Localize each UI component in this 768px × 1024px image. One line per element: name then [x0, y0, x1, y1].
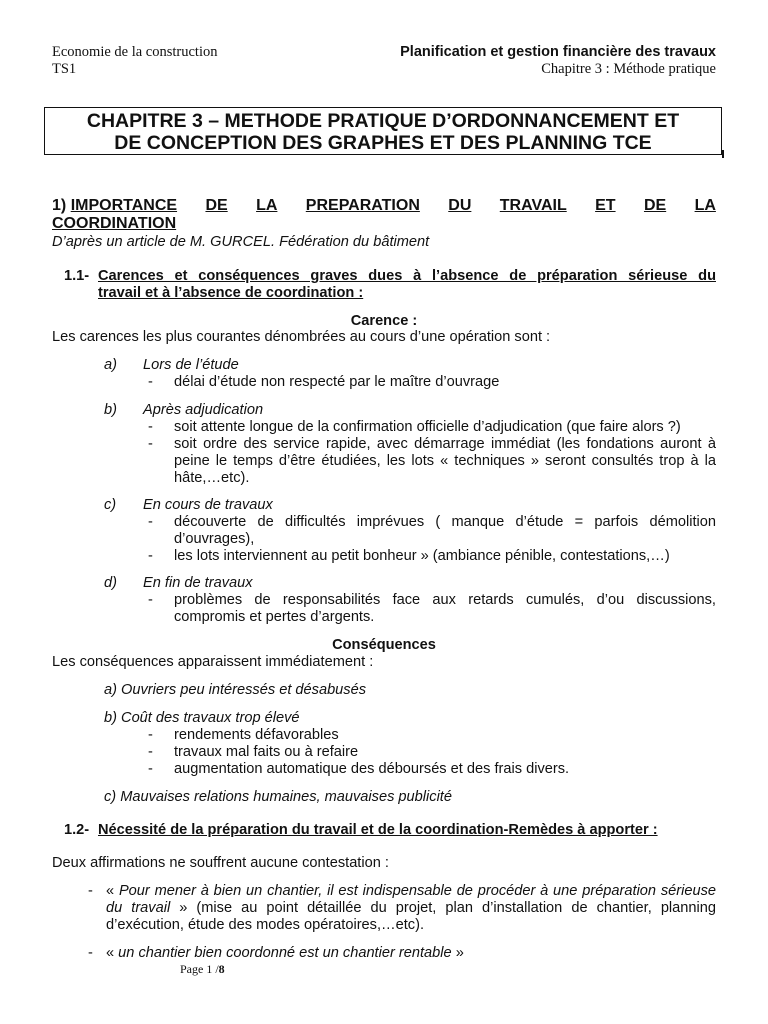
section-1-title-part: 1) IMPORTANCE [52, 197, 178, 214]
consequences-intro: Les conséquences apparaissent immédiatement : [52, 654, 374, 670]
section-1-2-heading: 1.2- Nécessité de la préparation du travail et de la coordination-Remèdes à apporter : [64, 822, 658, 838]
header-course: Economie de la construction [52, 44, 218, 60]
consequence-b-bullet-3: - augmentation automatique des déboursés et des frais divers. [148, 761, 570, 777]
carence-item-a: a) Lors de l’étude [104, 357, 239, 373]
consequence-b-bullet-2: - travaux mal faits ou à refaire [148, 744, 359, 760]
carence-d-bullet-1: - problèmes de responsabilités face aux retards cumulés, d’ou discussions, compromis et pertes d’argents. [148, 592, 716, 625]
affirmation-1: - « Pour mener à bien un chantier, il est indispensable de procéder à une préparation sérieuse du travail » (mise au point détaillée du projet, plan d’installation de chantier, planning d’exécution, étude des modes opératoires,…etc). [88, 883, 717, 933]
consequences-heading: Conséquences [332, 637, 436, 653]
carence-intro: Les carences les plus courantes dénombrées au cours d’une opération sont : [52, 329, 551, 345]
section-1-source: D’après un article de M. GURCEL. Fédération du bâtiment [52, 234, 430, 250]
carence-b-bullet-1: - soit attente longue de la confirmation officielle d’adjudication (que faire alors ?) [148, 419, 681, 435]
carence-c-bullet-2: - les lots interviennent au petit bonheur » (ambiance pénible, contestations,…) [148, 548, 670, 564]
section-1-heading: 1) IMPORTANCE DE LA PREPARATION DU TRAVAIL ET DE LA COORDINATION [52, 197, 716, 232]
header-subject: Planification et gestion financière des travaux [400, 44, 716, 60]
affirmations-intro: Deux affirmations ne souffrent aucune contestation : [52, 855, 389, 871]
carence-item-d: d) En fin de travaux [104, 575, 253, 591]
chapter-title-line2: DE CONCEPTION DES GRAPHES ET DES PLANNING TCE [114, 132, 652, 154]
carence-a-bullet-1: - délai d’étude non respecté par le maître d’ouvrage [148, 374, 500, 390]
header-class: TS1 [52, 61, 77, 77]
header-chapter: Chapitre 3 : Méthode pratique [541, 61, 716, 77]
affirmation-2: - « un chantier bien coordonné est un chantier rentable » [88, 945, 464, 961]
section-1-1-heading: 1.1- Carences et conséquences graves dues à l’absence de préparation sérieuse du travail et à l’absence de coordination : [64, 268, 716, 301]
consequence-c: c) Mauvaises relations humaines, mauvaises publicité [104, 789, 452, 805]
consequence-a: a) Ouvriers peu intéressés et désabusés [104, 682, 367, 698]
carence-item-b: b) Après adjudication [104, 402, 264, 418]
title-box-tick [722, 150, 724, 158]
consequence-b-bullet-1: - rendements défavorables [148, 727, 339, 743]
chapter-title-box [44, 107, 722, 155]
page-number: Page 1 /8 [180, 962, 225, 976]
carence-c-bullet-1: - découverte de difficultés imprévues ( manque d’étude = parfois démolition d’ouvrages), [148, 514, 716, 547]
carence-heading: Carence : [350, 313, 418, 329]
consequence-b: b) Coût des travaux trop élevé [104, 710, 300, 726]
carence-b-bullet-2: - soit ordre des service rapide, avec démarrage immédiat (les fondations auront à peine le temps d’être étudiées, les lots « techniques » seront consultés trop à la hâte,…etc). [148, 436, 716, 486]
carence-item-c: c) En cours de travaux [104, 497, 273, 513]
chapter-title-line1: CHAPITRE 3 – METHODE PRATIQUE D’ORDONNANCEMENT ET [86, 110, 680, 132]
